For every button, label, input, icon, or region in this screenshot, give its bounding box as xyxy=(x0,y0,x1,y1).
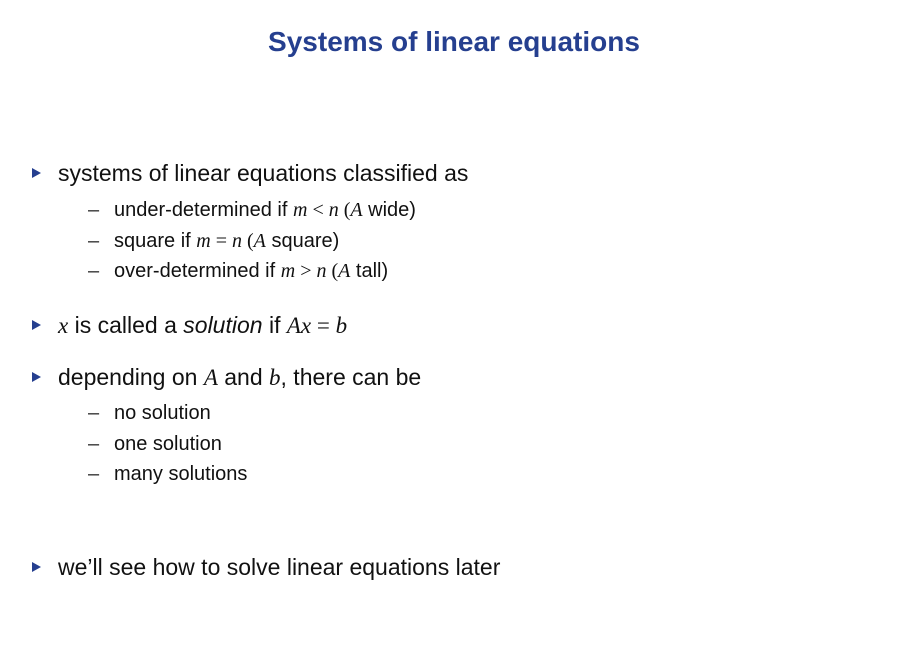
dash-icon: – xyxy=(88,230,100,252)
sub-item-under-determined: – under-determined if m < n (A wide) xyxy=(88,199,416,221)
dash-icon: – xyxy=(88,199,100,221)
bullet-classification xyxy=(32,159,468,187)
bullet-later: we’ll see how to solve linear equations later xyxy=(32,553,500,581)
sub-item-over-determined: – over-determined if m > n (A tall) xyxy=(88,260,389,282)
dash-icon: – xyxy=(88,433,100,455)
dash-icon: – xyxy=(88,402,100,424)
dash-icon: – xyxy=(88,463,100,485)
sub-item-many-solutions: – many solutions xyxy=(88,463,248,485)
sub-item-one-solution: – one solution xyxy=(88,433,222,455)
bullet-solution-count: depending on A and b, there can be xyxy=(32,363,421,392)
bullet-text: systems of linear equations classified as xyxy=(58,160,469,186)
triangle-right-icon xyxy=(32,562,41,572)
triangle-right-icon xyxy=(32,320,41,330)
triangle-right-icon xyxy=(32,168,41,178)
sub-item-no-solution: – no solution xyxy=(88,402,211,424)
sub-item-square: – square if m = n (A square) xyxy=(88,230,340,252)
slide-title: Systems of linear equations xyxy=(268,26,640,57)
bullet-solution-definition: x is called a solution if Ax = b xyxy=(32,311,347,340)
triangle-right-icon xyxy=(32,372,41,382)
dash-icon: – xyxy=(88,260,100,282)
